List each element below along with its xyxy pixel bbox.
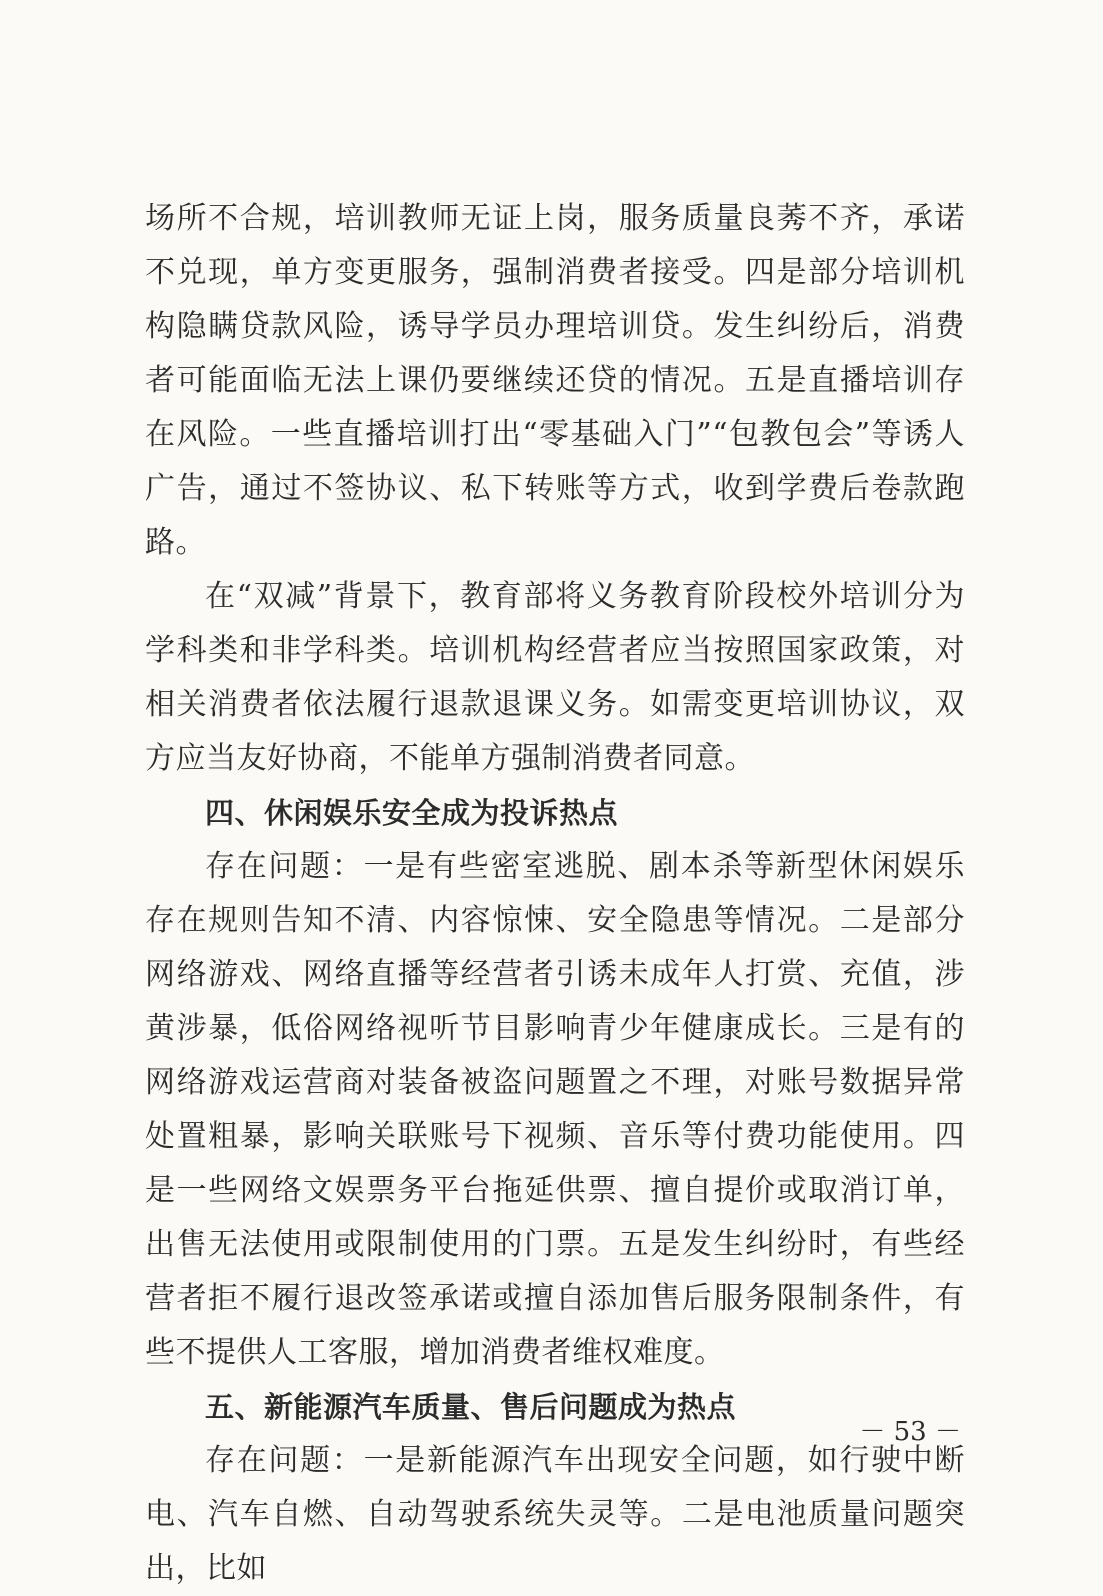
- paragraph-training-risks: 场所不合规，培训教师无证上岗，服务质量良莠不齐，承诺不兑现，单方变更服务，强制消费者接受。四是部分培训机构隐瞒贷款风险，诱导学员办理培训贷。发生纠纷后，消费者可能面临无法上课仍要继续还贷的情况。五是直播培训存在风险。一些直播培训打出“零基础入门”“包教包会”等诱人广告，通过不签协议、私下转账等方式，收到学费后卷款跑路。: [145, 201, 965, 560]
- section-heading-ev: 五、新能源汽车质量、售后问题成为热点: [205, 1390, 737, 1424]
- body-text: [145, 192, 965, 1596]
- page-number: － 53 －: [859, 1417, 961, 1447]
- paragraph-leisure-problems: 存在问题：一是有些密室逃脱、剧本杀等新型休闲娱乐存在规则告知不清、内容惊悚、安全隐患等情况。二是部分网络游戏、网络直播等经营者引诱未成年人打赏、充值，涉黄涉暴，低俗网络视听节目影响青少年健康成长。三是有的网络游戏运营商对装备被盗问题置之不理，对账号数据异常处置粗暴，影响关联账号下视频、音乐等付费功能使用。四是一些网络文娱票务平台拖延供票、擅自提价或取消订单，出售无法使用或限制使用的门票。五是发生纠纷时，有些经营者拒不履行退改签承诺或擅自添加售后服务限制条件，有些不提供人工客服，增加消费者维权难度。: [145, 849, 965, 1370]
- paragraph-double-reduction: 在“双减”背景下，教育部将义务教育阶段校外培训分为学科类和非学科类。培训机构经营者应当按照国家政策，对相关消费者依法履行退款退课义务。如需变更培训协议，双方应当友好协商，不能单方强制消费者同意。: [145, 579, 965, 776]
- paragraph-ev-problems: 存在问题：一是新能源汽车出现安全问题，如行驶中断电、汽车自燃、自动驾驶系统失灵等。二是电池质量问题突出，比如: [145, 1443, 965, 1586]
- section-heading-leisure: 四、休闲娱乐安全成为投诉热点: [205, 796, 619, 830]
